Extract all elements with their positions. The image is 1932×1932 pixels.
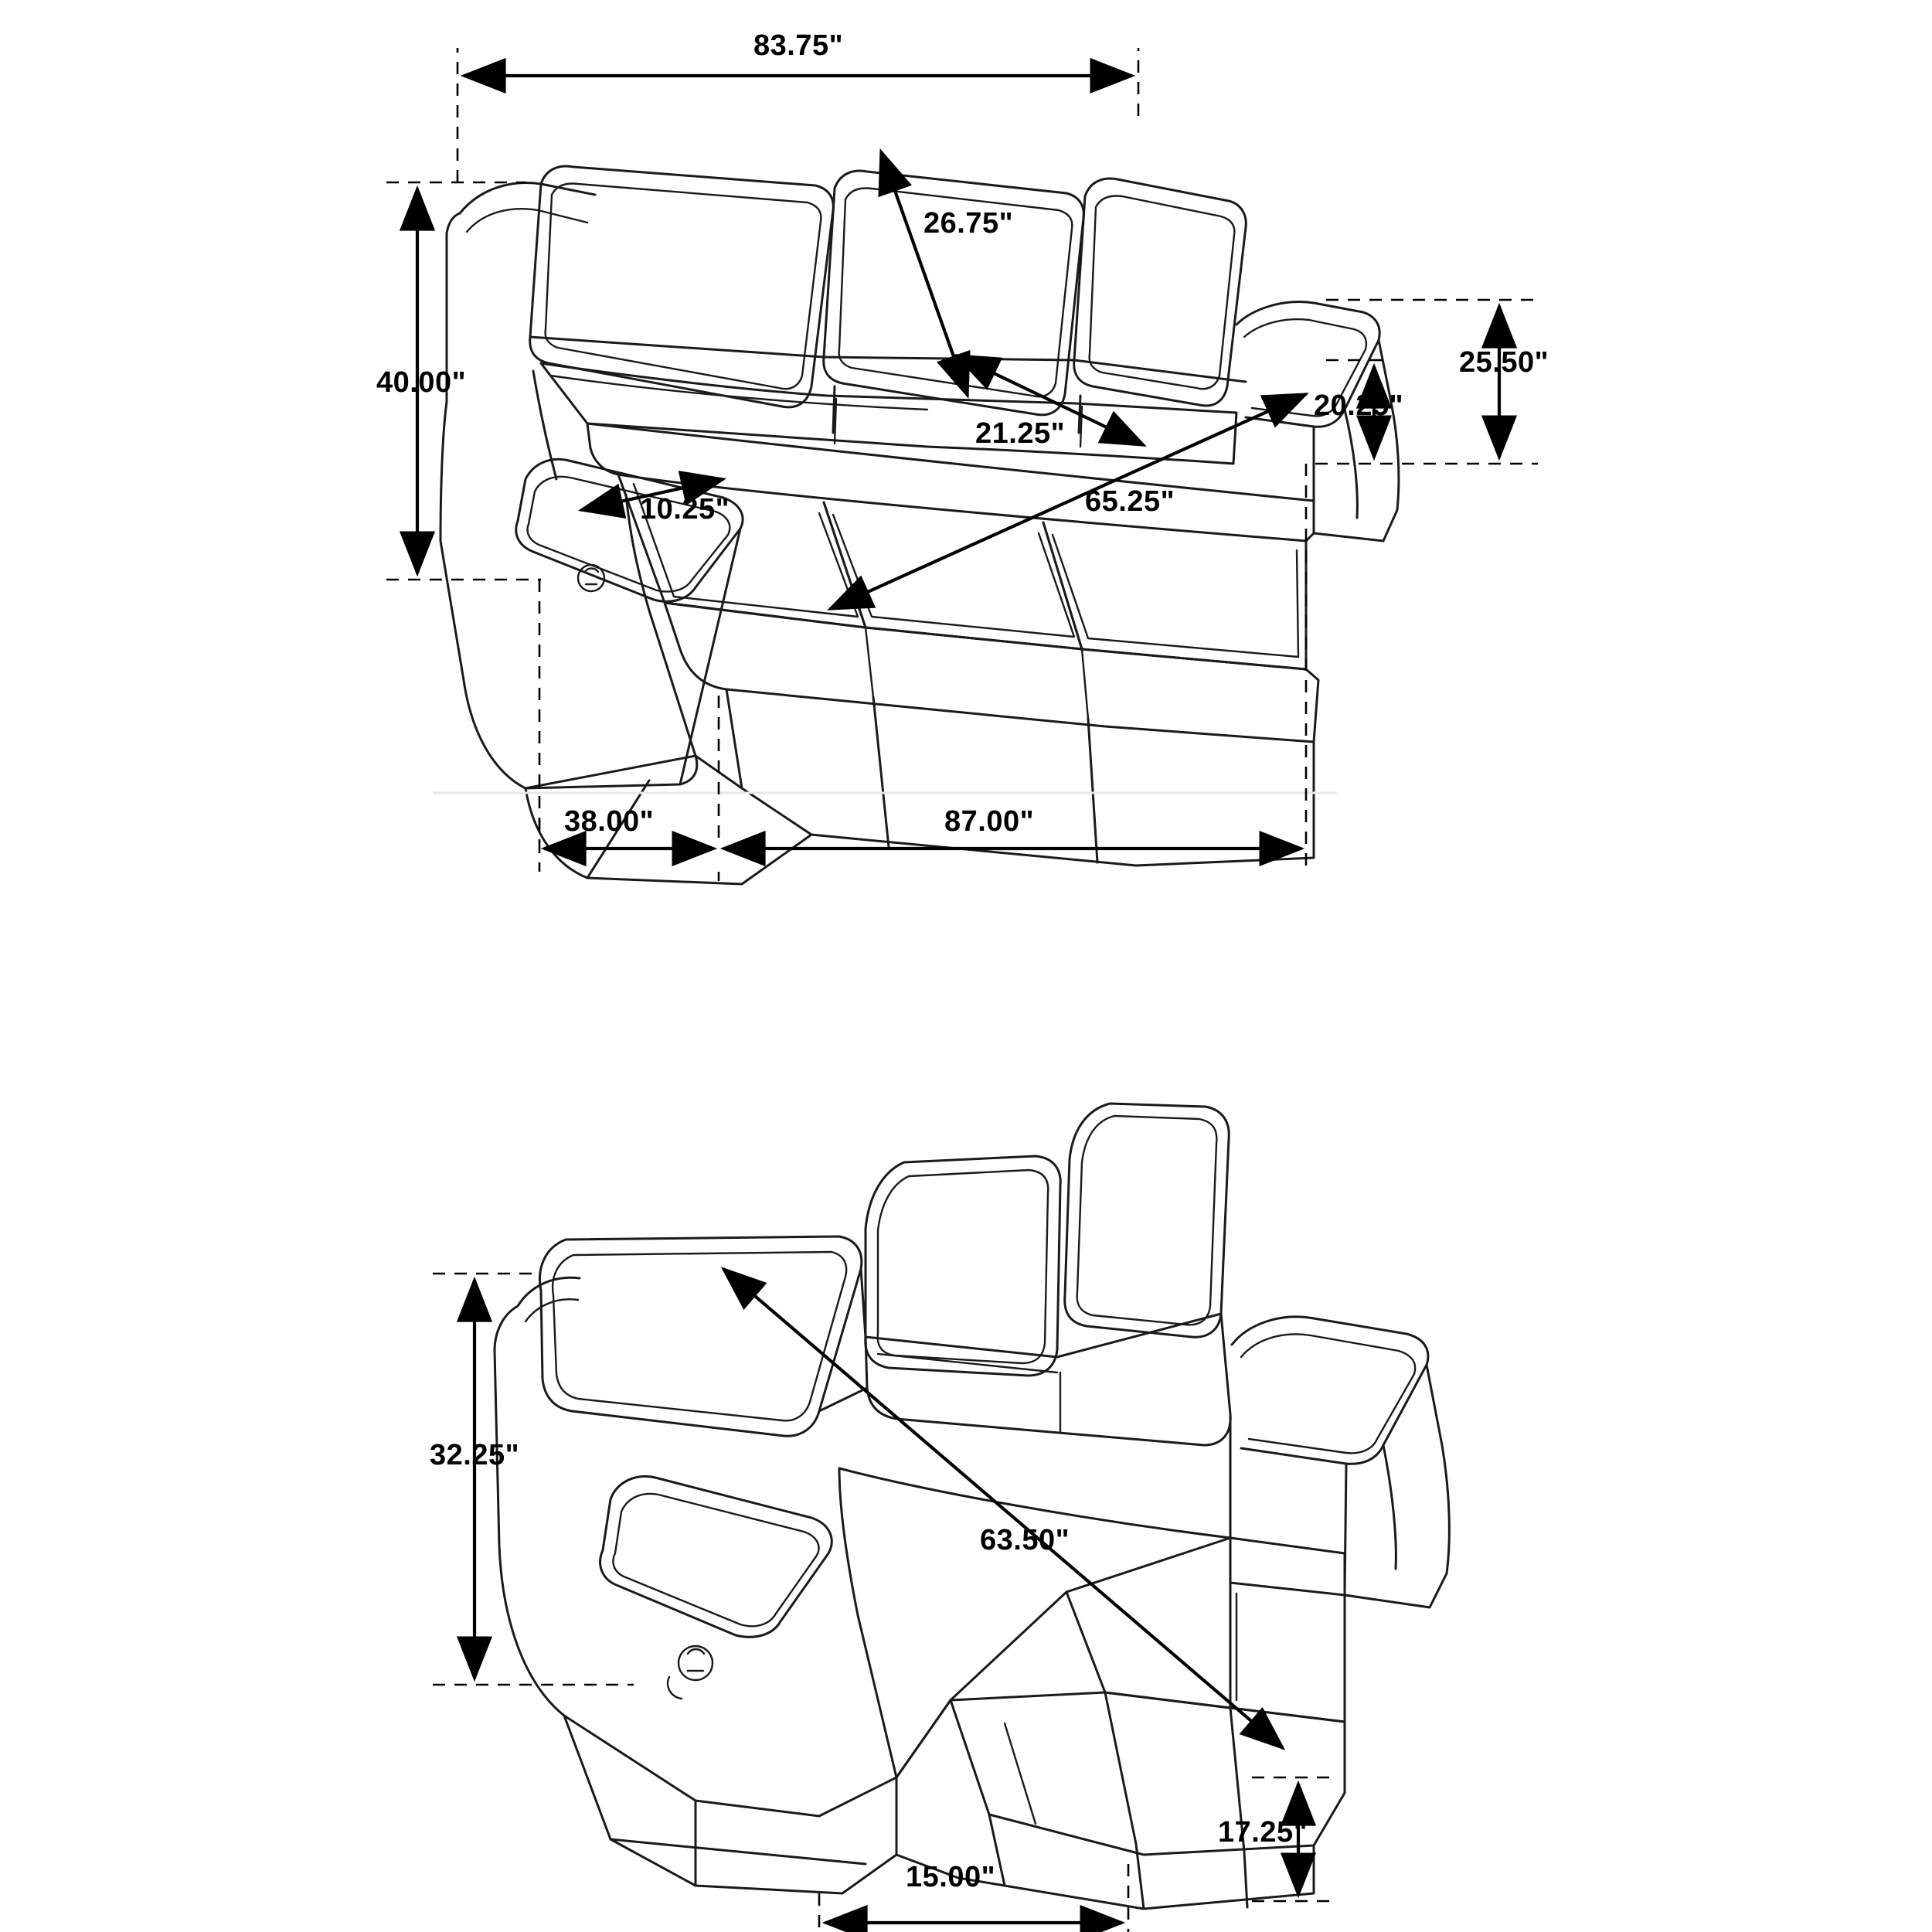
dim-label-depth-overall: 87.00" [944,805,1035,838]
dim-label-footrest-height: 17.25" [1218,1816,1308,1849]
dim-label-reclined-height: 32.25" [430,1439,520,1471]
dim-label-overall-width: 83.75" [753,29,844,62]
sofa-upright-drawing [433,166,1399,884]
dim-label-seat-height: 20.25" [1314,389,1404,422]
dim-label-reclined-depth: 63.50" [980,1524,1070,1556]
recline-handle-icon-2 [668,1646,713,1699]
dim-label-arm-width: 10.25" [640,493,730,526]
dim-label-seat-width: 65.25" [1085,485,1175,518]
dim-label-overall-height: 40.00" [376,366,467,399]
dim-label-footrest-extension: 15.00" [906,1861,996,1893]
dim-label-back-height-diagonal: 26.75" [923,207,1014,240]
dim-label-depth-side: 38.00" [564,805,655,838]
dim-label-arm-height: 25.50" [1459,346,1549,379]
sofa-reclined-drawing [495,1104,1449,1909]
dim-label-seat-depth-diagonal: 21.25" [975,417,1066,450]
reclined-dimension-lines [433,1269,1329,1932]
